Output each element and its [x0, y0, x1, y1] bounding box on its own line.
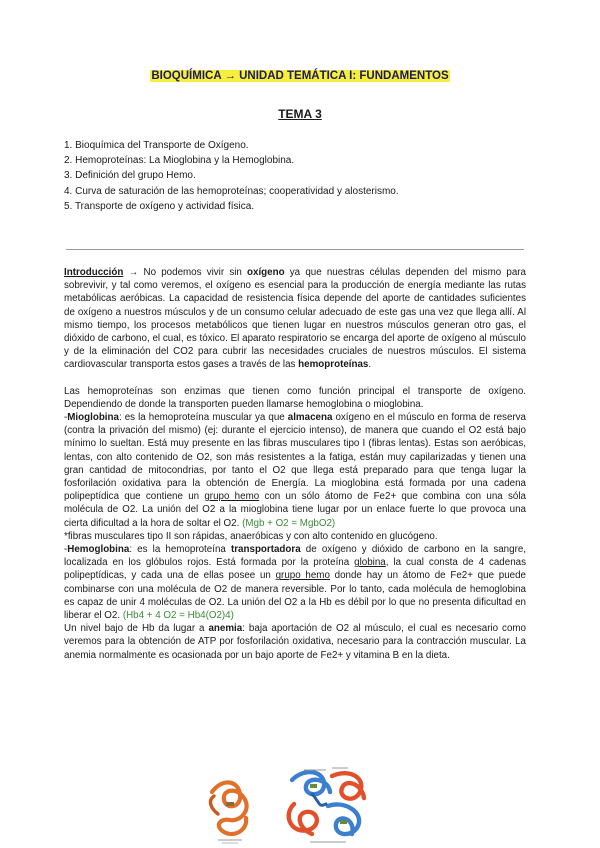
- hemoglobin-paragraph: [64, 543, 526, 622]
- hemo-group-link: grupo hemo: [275, 570, 330, 582]
- hemoglobin-structure-illustration: [289, 768, 364, 842]
- myoglobin-stores: almacena: [287, 412, 333, 424]
- topic-item: 1. Bioquímica del Transporte de Oxígeno.: [64, 140, 249, 151]
- intro-oxygen: oxígeno: [247, 267, 285, 278]
- myoglobin-equation: (Mgb + O2 = MgbO2): [242, 517, 336, 529]
- myoglobin-paragraph: [64, 411, 526, 530]
- list-dash: -: [64, 412, 68, 424]
- document-subtitle: TEMA 3: [278, 107, 322, 121]
- myoglobin-label: Mioglobina: [67, 412, 119, 424]
- topic-item: 2. Hemoproteínas: La Mioglobina y la Hemoglobina.: [64, 155, 295, 167]
- hemo-group-link: grupo hemo: [204, 491, 260, 503]
- topic-item: 5. Transporte de oxígeno y actividad física.: [64, 200, 255, 212]
- hemoproteins-paragraph: Las hemoproteínas son enzimas que tienen como función principal el transporte de oxígeno. Dependiendo de donde la transporten pueden llamarse hemoglobina o mioglobina.: [64, 385, 526, 410]
- intro-label: Introducción: [64, 267, 124, 278]
- topic-list: [64, 138, 544, 214]
- hemoglobin-text: , la cual consta de 4 cadenas polipeptídicas, y cada una de ellas posee un: [64, 557, 526, 582]
- list-dash: -: [64, 544, 68, 556]
- myoglobin-text: con un sólo átomo de Fe2+ que combina con una sóla molécula de O2. La unión del O2 a la mioglobina tiene lugar por un enlace fuerte lo que provoca una cierta dificultad a la hora de soltar el O2.: [64, 491, 526, 529]
- intro-text: → No podemos vivir sin: [123, 267, 248, 278]
- intro-paragraph: [64, 266, 526, 372]
- anemia-term: anemia: [208, 623, 243, 635]
- myoglobin-text: : es la hemoproteína muscular ya que: [118, 412, 288, 424]
- hemoglobin-equation: (Hb4 + 4 O2 = Hb4(O2)4): [122, 610, 234, 622]
- myoglobin-text: oxígeno en el músculo en forma de reserva (contra la privación del mismo) (ej: durante el ejercicio intenso), de manera que cuando el O2 está bajo mínimo lo sueltan. Está muy presente en las fibras musculares tipo I (fibras lentas). Estas son aeróbicas, lentas, con alto contenido de O2, son más resistentes a la fatiga, están muy capilarizadas y tienen una gran cantidad de mitocondrias, por tanto el O2 que llega está preparado para que tenga lugar la fosforilación oxidativa para la obtención de Energía. La mioglobina está formada por una cadena polipeptídica que contiene un: [64, 412, 526, 503]
- topic-item: 3. Definición del grupo Hemo.: [64, 170, 196, 182]
- protein-structures-figure: [200, 764, 400, 844]
- intro-text: .: [368, 359, 372, 371]
- topic-item: 4. Curva de saturación de las hemoproteínas; cooperatividad y alosterismo.: [64, 185, 399, 197]
- document-body: [64, 266, 526, 662]
- intro-hemoproteins: hemoproteínas: [298, 359, 369, 371]
- anemia-text: Un nivel bajo de Hb da lugar a: [64, 623, 209, 635]
- section-divider: [66, 249, 524, 250]
- paragraph-gap: [64, 372, 526, 385]
- globin-link: globina: [354, 557, 386, 569]
- intro-text: ya que nuestras células dependen del mismo para sobrevivir, y tal como veremos, el oxígeno es esencial para la producción de energía mediante las rutas metabólicas aeróbicas. La capacidad de resistencia física depende del aporte de cantidades suficientes de oxígeno a nuestros músculos y de un consumo celular adecuado de este gas una vez que llega allí. Al mismo tiempo, los procesos metabólicos que tienen lugar en nuestros músculos generan otro gas, el dióxido de carbono, el cual, es tóxico. El aparato respiratorio se encarga del aporte de oxígeno al músculo y de la eliminación del CO2 para cubrir las necesidades cruciales de nuestros músculos. El sistema cardiovascular transporta estos gases a través de las: [64, 267, 526, 371]
- hemoglobin-text: de oxígeno y dióxido de carbono en la sangre, localizada en los glóbulos rojos. Está formada por la proteína: [64, 544, 526, 569]
- hemoglobin-label: Hemoglobina: [67, 544, 130, 556]
- document-title: [0, 70, 600, 82]
- fiber-note: *fibras musculares tipo II son rápidas, anaeróbicas y con alto contenido en glucógeno.: [64, 530, 438, 542]
- title-highlight: BIOQUÍMICA → UNIDAD TEMÁTICA I: FUNDAMENTOS: [151, 70, 449, 82]
- myoglobin-structure-illustration: [211, 782, 247, 843]
- anemia-paragraph: [64, 622, 526, 662]
- anemia-text: : baja aportación de O2 al músculo, el cual es necesario como veremos para la obtención de ATP por fosforilación oxidativa, necesario para la contracción muscular. La anemia normalmente es ocasionada por un bajo aporte de Fe2+ y vitamina B en la dieta.: [64, 623, 527, 661]
- hemoglobin-transporter: transportadora: [230, 544, 301, 556]
- hemoglobin-text: : es la hemoproteína: [129, 544, 231, 556]
- hemoglobin-text: donde hay un átomo de Fe2+ que puede combinarse con una molécula de O2 de manera reversible. Por lo tanto, cada molécula de hemoglobina es capaz de unir 4 moléculas de O2. La unión del O2 a la Hb es débil por lo que no presenta dificultad en liberar el O2.: [64, 570, 526, 622]
